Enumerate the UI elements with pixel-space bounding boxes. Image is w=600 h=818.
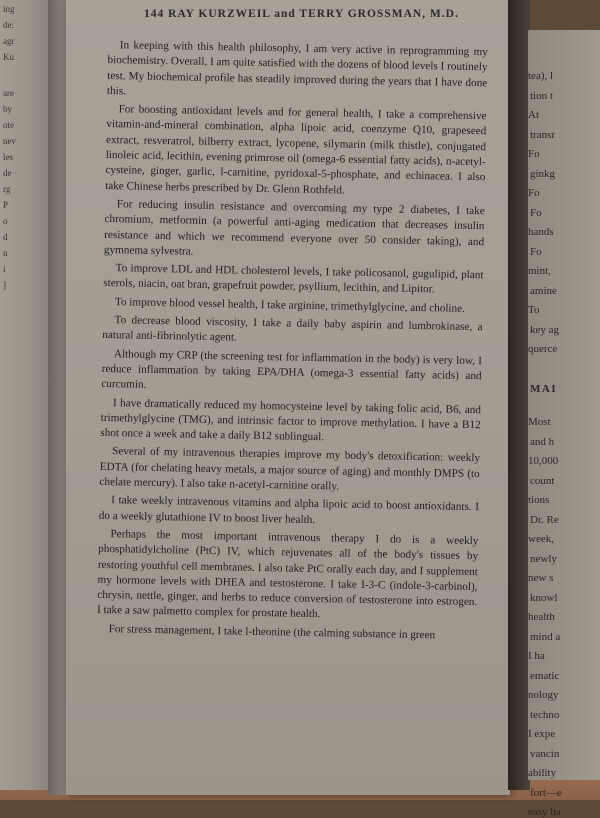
right-page-fragment: amine: [530, 284, 557, 297]
right-page-fragment: Fo: [528, 148, 540, 160]
left-page-fragment: Ku: [3, 52, 14, 62]
right-page-shadow: [508, 0, 530, 790]
right-page-fragment: Fo: [530, 245, 542, 258]
left-page-fragment: ing: [3, 4, 15, 14]
paragraph: To improve LDL and HDL cholesterol levels, I take policosanol, gugulipid, plant sterols, niacin, oat bran, grapefruit powder, psyllium, lecithin, and Lipitor.: [103, 262, 484, 296]
right-page-fragment: easy ha: [528, 806, 561, 818]
left-page-fragment: n: [3, 248, 8, 258]
right-page-heading: MAI: [530, 382, 558, 395]
right-page-fragment: 10,000: [528, 455, 559, 467]
left-page-fragment: are: [3, 88, 14, 98]
right-page-fragment: vancin: [530, 747, 560, 760]
body-text: [96, 38, 487, 647]
right-page-fragment: week,: [528, 533, 554, 545]
main-page: [66, 0, 510, 795]
paragraph: For stress management, I take l-theonine (the calming substance in green: [108, 622, 436, 642]
paragraph: Several of my intravenous therapies improve my body's detoxification: weekly EDTA (for chelating heavy metals, a major source of aging) and monthly DMPS (to chelate mercury). I also take n-acetyl-carnitine orally.: [99, 445, 481, 493]
right-page-fragment: transr: [530, 128, 556, 141]
paragraph: Although my CRP (the screening test for inflammation in the body) is very low, I reduce inflammation by taking EPA/DHA (omega-3 essential fatty acids) and curcumin.: [101, 347, 482, 392]
right-page-fragment: Fo: [528, 187, 540, 199]
right-page-fragment: nology: [528, 689, 559, 701]
right-page-fragment: newly: [530, 552, 557, 565]
paragraph: I have dramatically reduced my homocysteine level by taking folic acid, B6, and trimethylglycine (TMG), and intrinsic factor to improve methylation. I have a B12 shot once a week and take a daily B12 sublingual.: [100, 396, 482, 444]
right-page-fragment: techno: [530, 708, 560, 721]
right-page-fragment: mind a: [530, 630, 561, 643]
right-page-fragment: mint,: [528, 265, 551, 277]
left-page-fragment: o: [3, 216, 8, 226]
right-page: [528, 30, 600, 818]
paragraph: For boosting antioxidant levels and for general health, I take a comprehensive vitamin-and-mineral combination, alpha lipoic acid, coenzyme Q10, grapeseed extract, resveratrol, bilberry extract, lycopene, silymarin (milk thistle), conjugated linoleic acid, lecithin, evening primrose oil (omega-6 essential fatty acids), n-acetyl-cysteine, ginger, garlic, l-carnitine, pyridoxal-5-phosphate, and echinacea. I also take Chinese herbs prescribed by Dr. Glenn Rothfeld.: [105, 103, 487, 197]
right-page-fragment: hands: [528, 226, 554, 238]
left-page-fragment: nev: [3, 136, 16, 146]
right-page-fragment: count: [530, 474, 555, 487]
right-page-fragment: tion t: [530, 89, 553, 102]
paragraph: Perhaps the most important intravenous therapy I do is a weekly phosphatidylcholine (PtC) IV, which rejuvenates all of the body's tissues by restoring youthful cell membranes. I also take PtC orally each day, and I supplement my hormone levels with DHEA and testosterone. I take I-3-C (indole-3-carbinol), chrysin, nettle, ginger, and herbs to reduce conversion of testosterone into estrogen. I take a saw palmetto complex for prostate health.: [96, 528, 479, 621]
right-page-fragment: fort—e: [530, 786, 562, 799]
left-page-fragment: d: [3, 232, 8, 242]
right-page-fragment: I ha: [528, 650, 545, 662]
right-page-fragment: ematic: [530, 669, 560, 682]
right-page-fragment: Dr. Re: [530, 513, 559, 526]
right-page-fragment: health: [528, 611, 555, 623]
paragraph: I take weekly intravenous vitamins and alpha lipoic acid to boost antioxidants. I do a weekly glutathione IV to boost liver health.: [98, 494, 480, 526]
right-page-fragment: At: [528, 109, 539, 121]
left-page-fragment: i: [3, 264, 6, 274]
right-page-fragment: ginkg: [530, 167, 556, 180]
right-page-fragment: knowl: [530, 591, 558, 604]
right-page-fragment: new s: [528, 572, 554, 584]
right-page-fragment: tea), l: [528, 70, 554, 82]
paragraph: To decrease blood viscosity, I take a daily baby aspirin and lumbrokinase, a natural anti-fibrinolytic agent.: [102, 314, 483, 344]
left-page-fragment: rg: [3, 184, 11, 194]
left-page-fragment: P: [3, 200, 9, 210]
left-page-fragment: agr: [3, 36, 15, 46]
left-page-fragment: ote: [3, 120, 14, 130]
book-gutter: [48, 0, 68, 795]
running-head: 144 RAY KURZWEIL and TERRY GROSSMAN, M.D.: [144, 8, 459, 20]
left-page: [0, 0, 48, 790]
left-page-fragment: ]: [3, 280, 6, 290]
right-page-fragment: tions: [528, 494, 550, 506]
paragraph: In keeping with this health philosophy, I am very active in reprogramming my biochemistry. Overall, I am quite satisfied with the dozens of blood levels I routinely test. My biochemical profile has steadily improved during the years that I have done this.: [106, 39, 488, 98]
right-page-fragment: querce: [528, 343, 558, 355]
right-page-fragment: and h: [530, 435, 555, 448]
left-page-fragment: de:: [3, 20, 14, 30]
right-page-fragment: Fo: [530, 206, 542, 219]
right-page-fragment: To: [528, 304, 540, 316]
left-page-fragment: de: [3, 168, 12, 178]
right-page-fragment: I expe: [528, 728, 556, 740]
paragraph: For reducing insulin resistance and overcoming my type 2 diabetes, I take chromium, metformin (a powerful anti-aging medication that decreases insulin resistance and which we recommend everyone over 50 consider taking), and gymnema sylvestra.: [103, 198, 485, 258]
left-page-fragment: by: [3, 104, 12, 114]
left-page-fragment: les: [3, 152, 13, 162]
right-page-fragment: ability: [528, 767, 557, 779]
paragraph: To improve blood vessel health, I take arginine, trimethylglycine, and choline.: [114, 295, 466, 315]
right-page-fragment: key ag: [530, 323, 560, 336]
right-page-fragment: Most: [528, 416, 551, 428]
